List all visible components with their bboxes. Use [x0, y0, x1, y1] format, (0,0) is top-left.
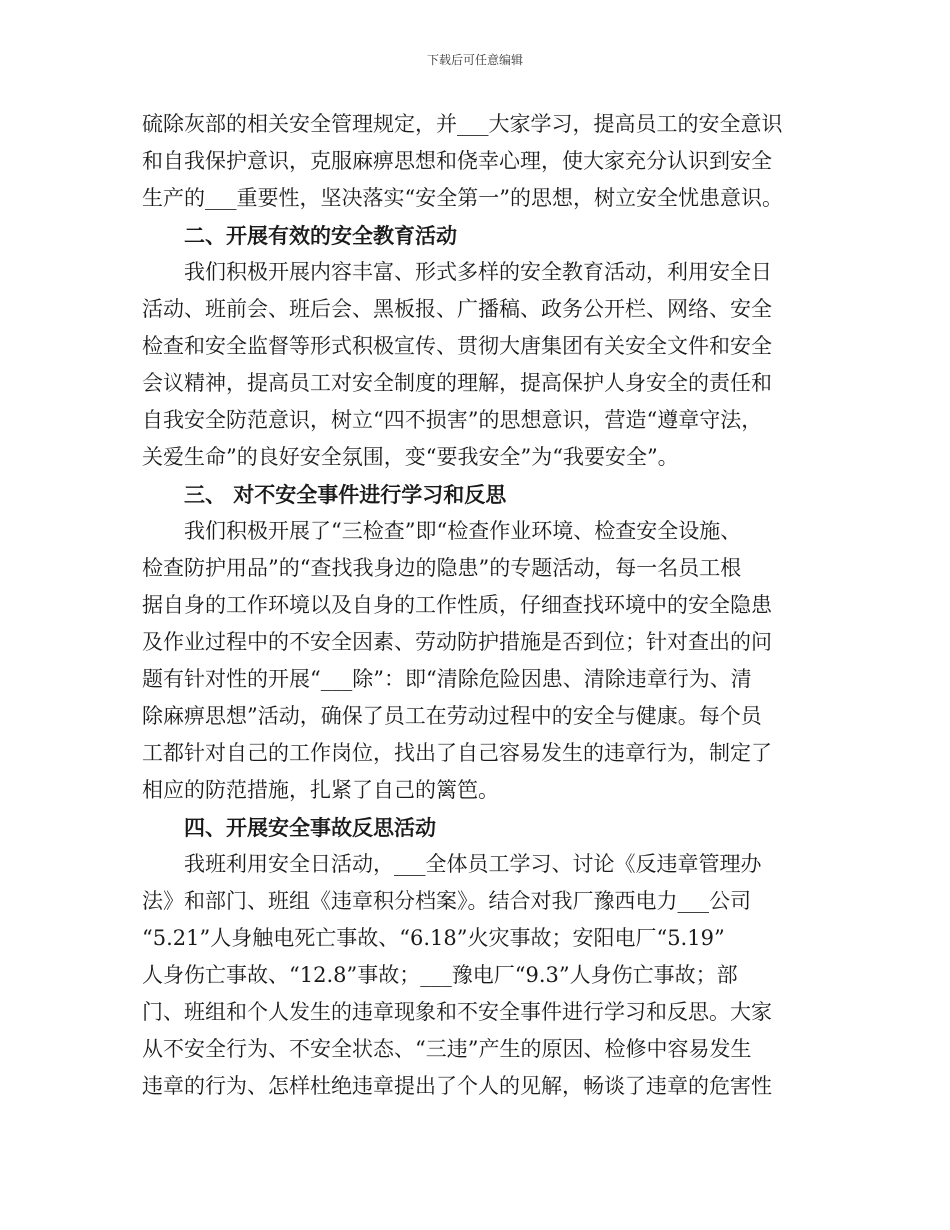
text-line: 我们积极开展内容丰富、形式多样的安全教育活动，利用安全日: [184, 260, 772, 284]
section-heading: 四、开展安全事故反思活动: [184, 815, 436, 840]
text-line: 我们积极开展了“三检查”即“检查作业环境、检查安全设施、: [184, 519, 742, 543]
text-line: 违章的行为、怎样杜绝违章提出了个人的见解，畅谈了违章的危害性: [142, 1074, 772, 1098]
text-line: 工都针对自己的工作岗位，找出了自己容易发生的违章行为，制定了: [142, 741, 772, 765]
text-line: 法》和部门、班组《违章积分档案》。结合对我厂豫西电力___公司: [142, 889, 751, 913]
text-line: 我班利用安全日活动，___全体员工学习、讨论《反违章管理办: [184, 852, 762, 876]
section-heading: 二、开展有效的安全教育活动: [184, 223, 457, 248]
text-line: 门、班组和个人发生的违章现象和不安全事件进行学习和反思。大家: [142, 1000, 772, 1024]
text-line: 相应的防范措施，扎紧了自己的篱笆。: [142, 778, 499, 802]
text-line: 自我安全防范意识，树立“四不损害”的思想意识，营造“遵章守法，: [142, 408, 763, 432]
section-heading: 三、 对不安全事件进行学习和反思: [184, 482, 507, 507]
text-line: 和自我保护意识，克服麻痹思想和侥幸心理，使大家充分认识到安全: [142, 149, 772, 173]
text-line: 及作业过程中的不安全因素、劳动防护措施是否到位；针对查出的问: [142, 630, 772, 654]
text-line: 生产的___重要性，坚决落实“安全第一”的思想，树立安全忧患意识。: [142, 186, 783, 210]
page-header: 下载后可任意编辑: [426, 53, 523, 67]
text-line: 关爱生命”的良好安全氛围，变“要我安全”为“我要安全”。: [142, 445, 679, 469]
text-line: 硫除灰部的相关安全管理规定，并___大家学习，提高员工的安全意识: [142, 112, 783, 136]
text-line: 从不安全行为、不安全状态、“三违”产生的原因、检修中容易发生: [142, 1037, 752, 1061]
document-body: [142, 106, 818, 1105]
text-line: 人身伤亡事故、“12.8”事故；___豫电厂“9.3”人身伤亡事故；部: [142, 963, 738, 987]
text-line: 据自身的工作环境以及自身的工作性质，仔细查找环境中的安全隐患: [142, 593, 772, 617]
text-line: “5.21”人身触电死亡事故、“6.18”火灾事故；安阳电厂“5.19”: [142, 926, 725, 950]
text-line: 会议精神，提高员工对安全制度的理解，提高保护人身安全的责任和: [142, 371, 772, 395]
text-line: 检查和安全监督等形式积极宣传、贯彻大唐集团有关安全文件和安全: [142, 334, 772, 358]
text-line: 除麻痹思想”活动，确保了员工在劳动过程中的安全与健康。每个员: [142, 704, 762, 728]
text-line: 活动、班前会、班后会、黑板报、广播稿、政务公开栏、网络、安全: [142, 297, 772, 321]
text-line: 题有针对性的开展“___除”：即“清除危险因患、清除违章行为、清: [142, 667, 752, 691]
text-line: 检查防护用品”的“查找我身边的隐患”的专题活动，每一名员工根: [142, 556, 742, 580]
